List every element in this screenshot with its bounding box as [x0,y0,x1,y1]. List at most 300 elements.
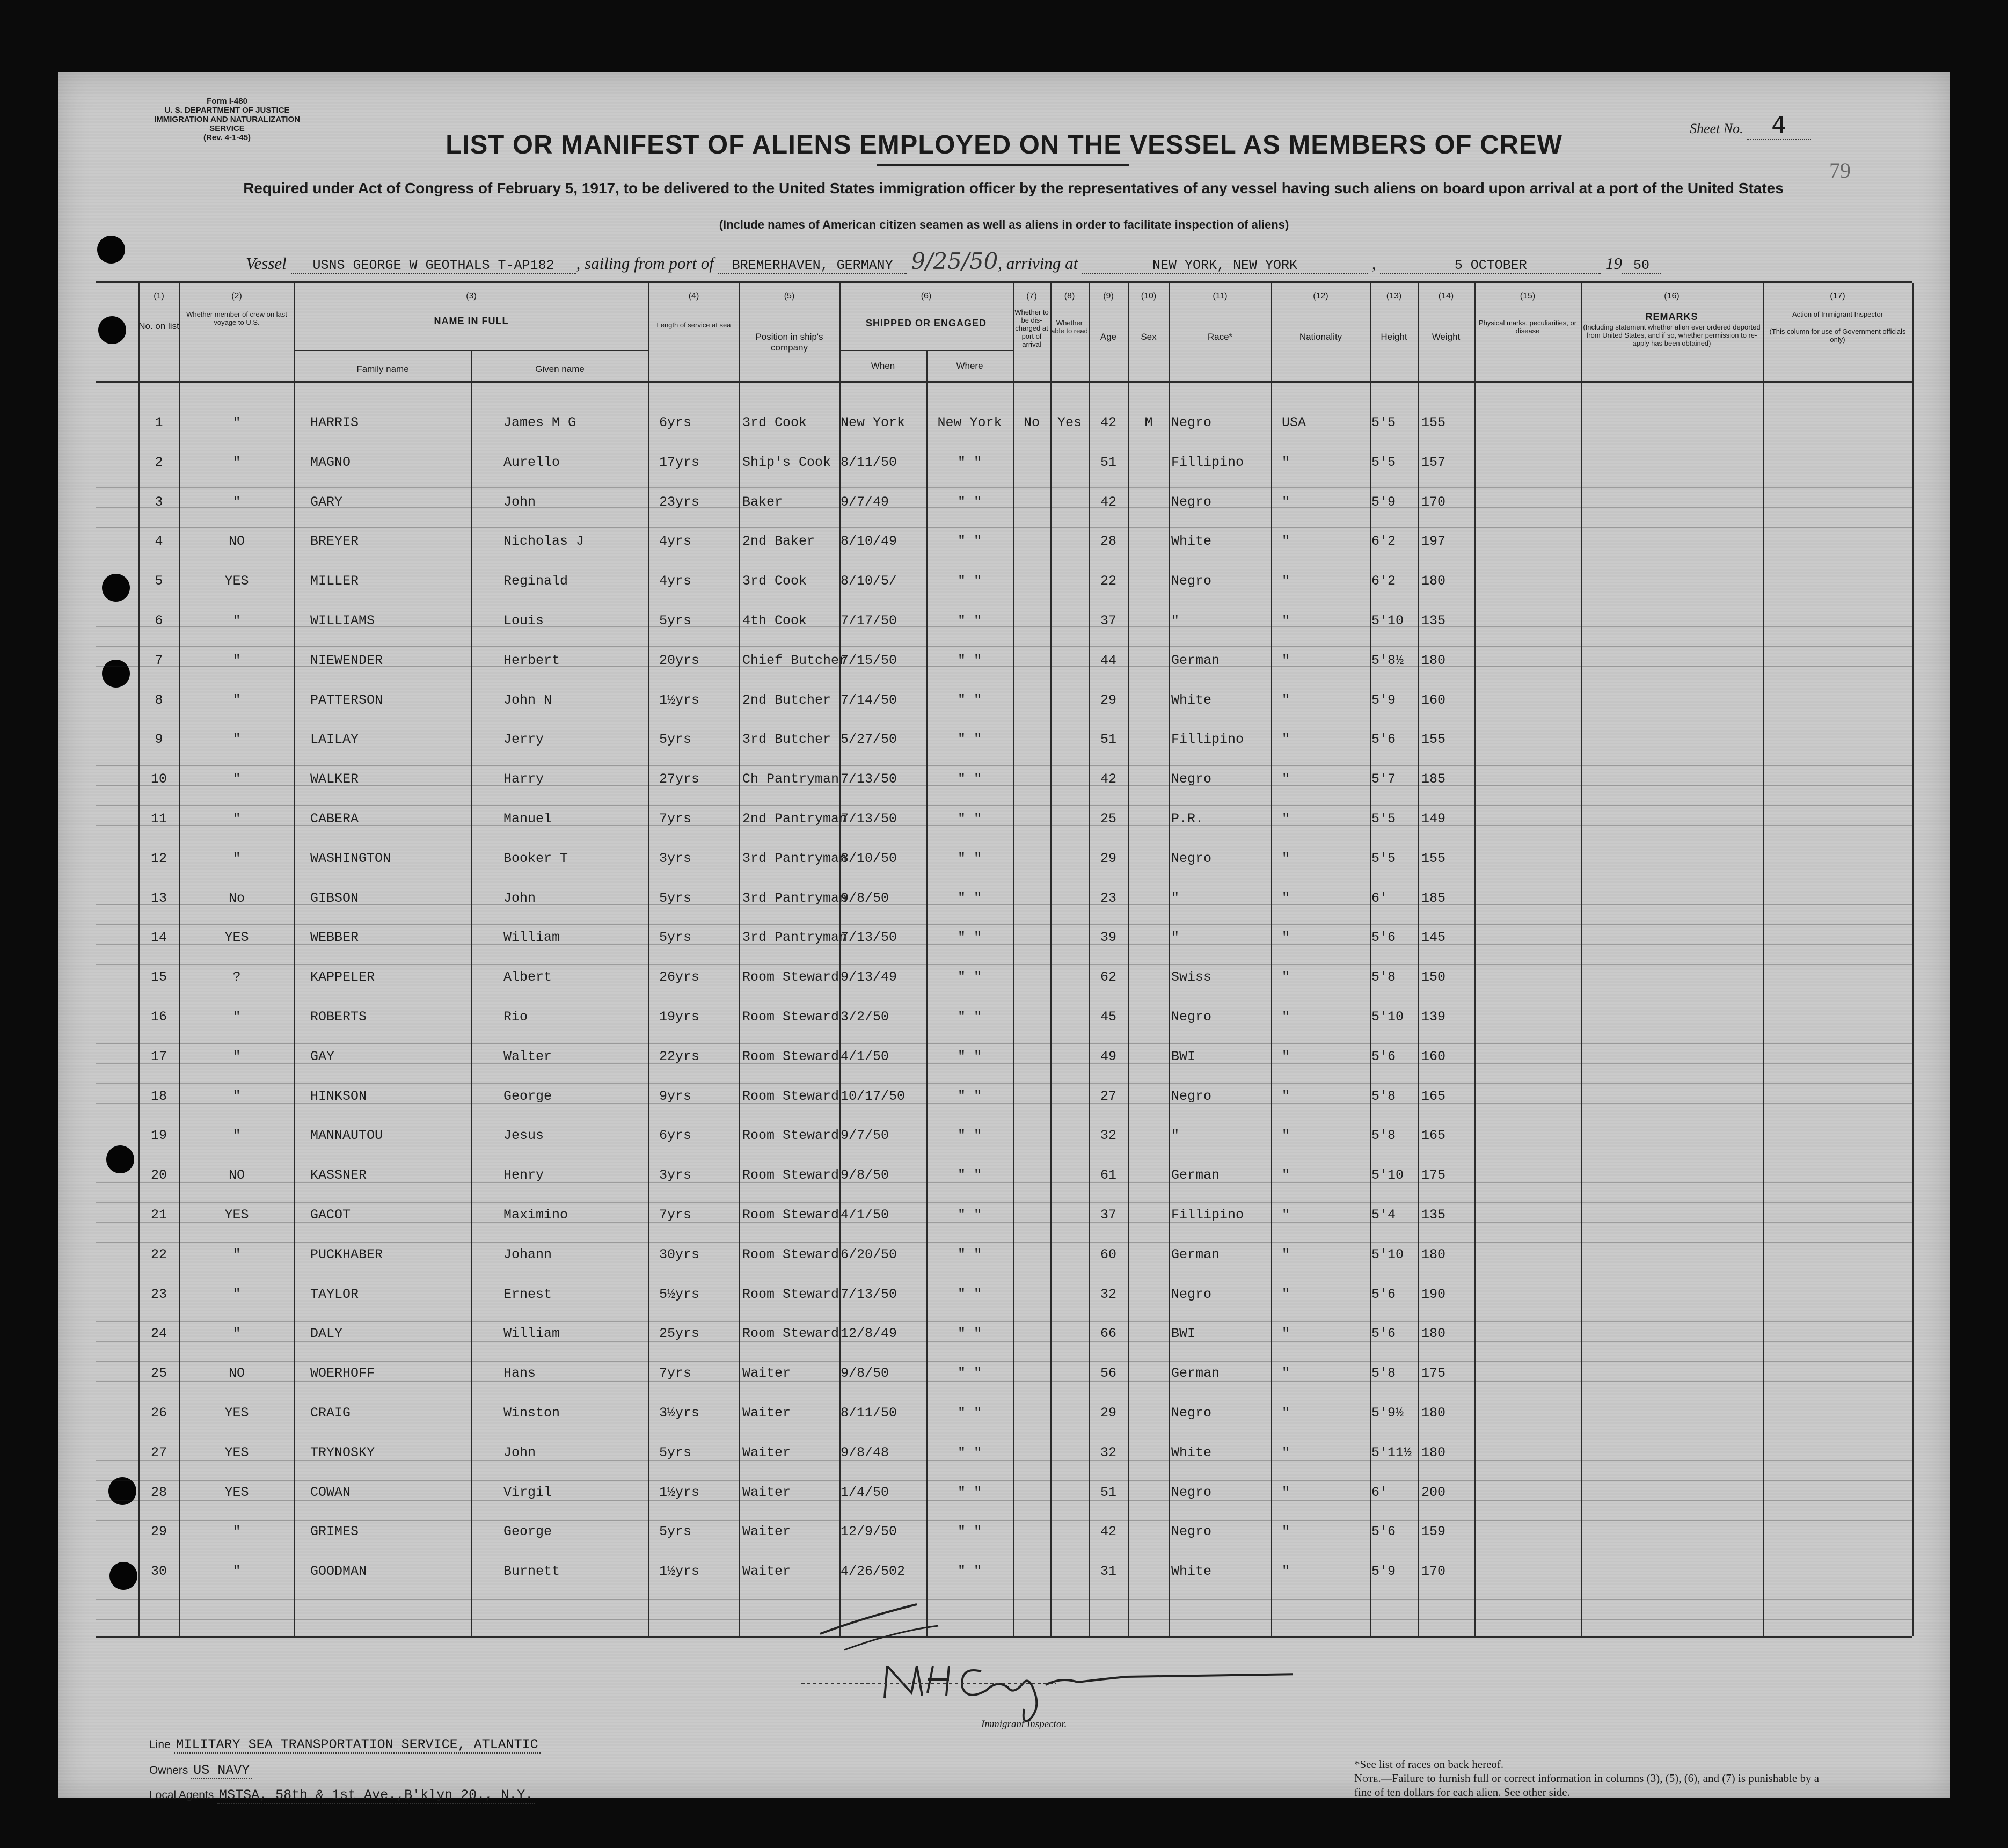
column-number: (6) [921,291,932,301]
handwritten-date: 9/25/50 [911,248,998,274]
able-to-read-cell [1050,571,1089,592]
column-divider [1418,283,1419,1636]
position-cell: Room Steward [742,1088,839,1104]
length-of-service-cell: 5yrs [659,1444,692,1460]
age-cell: 62 [1100,969,1116,985]
length-of-service-cell: 3yrs [659,850,692,866]
weight-cell: 135 [1421,1207,1446,1223]
nationality-cell: " [1282,1246,1290,1262]
previous-voyage-cell: " [232,1128,241,1144]
height-cell: 5'6 [1371,1524,1396,1540]
position-cell: Ship's Cook [742,454,831,470]
discharged-cell [1013,808,1050,830]
length-of-service-cell: 5yrs [659,1524,692,1540]
previous-voyage-cell: YES [224,1484,249,1500]
race-cell: " [1171,890,1180,906]
able-to-read-cell [1050,1561,1089,1582]
header-height: Height [1381,332,1407,342]
age-cell: 32 [1100,1128,1116,1144]
height-cell: 5'8 [1371,1128,1396,1144]
shipped-where-cell: " " [957,692,982,708]
previous-voyage-cell: " [232,1524,241,1540]
column-divider [1050,283,1052,1636]
given-name-cell: Albert [503,969,552,985]
departure-port: BREMERHAVEN, GERMANY [718,258,907,274]
arrival-date: 5 OCTOBER [1380,258,1601,274]
previous-voyage-cell: " [232,415,241,430]
nationality-cell: " [1282,1365,1290,1382]
row-number: 10 [150,771,167,787]
discharged-cell [1013,492,1050,513]
row-number: 23 [150,1286,167,1302]
age-cell: 29 [1100,850,1116,866]
family-name-cell: CABERA [310,811,359,827]
shipped-where-cell: " " [957,1484,982,1500]
discharged-cell [1013,1204,1050,1226]
weight-cell: 159 [1421,1524,1446,1540]
shipped-where-cell: " " [957,1326,982,1342]
race-cell: German [1171,1365,1220,1382]
age-cell: 42 [1100,415,1116,430]
race-cell: Fillipino [1171,732,1244,748]
agents-label: Local Agents [149,1789,214,1801]
nationality-cell: " [1282,573,1290,589]
footer-line [149,1737,541,1752]
nationality-cell: " [1282,534,1290,550]
crew-table [96,281,1912,1638]
height-cell: 5'6 [1371,732,1396,748]
sex-cell [1128,1086,1169,1107]
shipped-where-cell: " " [957,652,982,668]
length-of-service-cell: 5yrs [659,890,692,906]
nationality-cell: " [1282,1564,1290,1580]
header-family-name: Family name [356,364,409,374]
position-cell: 2nd Pantryman [742,811,848,827]
nationality-cell: " [1282,1405,1290,1421]
header-given-name: Given name [535,364,585,374]
family-name-cell: HINKSON [310,1088,367,1104]
discharged-cell [1013,1046,1050,1068]
sex-cell [1128,571,1169,592]
family-name-cell: KASSNER [310,1167,367,1184]
position-cell: Chief Butcher [742,652,848,668]
age-cell: 37 [1100,1207,1116,1223]
length-of-service-cell: 22yrs [659,1048,700,1064]
row-number: 8 [155,692,163,708]
discharged-cell [1013,1323,1050,1345]
family-name-cell: WOERHOFF [310,1365,375,1382]
position-cell: Room Steward [742,1286,839,1302]
family-name-cell: MAGNO [310,454,351,470]
height-cell: 5'5 [1371,811,1396,827]
previous-voyage-cell: " [232,771,241,787]
race-cell: BWI [1171,1326,1196,1342]
race-cell: Negro [1171,771,1212,787]
year-prefix: 19 [1605,254,1623,273]
nationality-cell: " [1282,1048,1290,1064]
age-cell: 29 [1100,1405,1116,1421]
family-name-cell: WASHINGTON [310,850,391,866]
height-cell: 5'9 [1371,692,1396,708]
position-cell: 2nd Butcher [742,692,831,708]
length-of-service-cell: 30yrs [659,1246,700,1262]
row-number: 27 [150,1444,167,1460]
sex-cell [1128,927,1169,948]
length-of-service-cell: 19yrs [659,1009,700,1025]
given-name-cell: Ernest [503,1286,552,1302]
sex-cell [1128,650,1169,671]
family-name-cell: PATTERSON [310,692,383,708]
length-of-service-cell: 4yrs [659,534,692,550]
family-name-cell: WALKER [310,771,359,787]
length-of-service-cell: 1½yrs [659,1564,700,1580]
discharged-cell [1013,690,1050,711]
able-to-read-cell [1050,1284,1089,1305]
column-divider [1581,283,1582,1636]
age-cell: 25 [1100,811,1116,827]
given-name-cell: Reginald [503,573,568,589]
nationality-cell: " [1282,1009,1290,1025]
column-divider [179,283,180,1636]
previous-voyage-cell: NO [228,534,245,550]
race-cell: German [1171,652,1220,668]
row-number: 3 [155,494,163,510]
header-when: When [871,361,895,371]
header-shipped-or-engaged: SHIPPED OR ENGAGED [865,318,987,328]
owners-value: US NAVY [191,1763,252,1779]
height-cell: 6'2 [1371,573,1396,589]
arrival-port: NEW YORK, NEW YORK [1082,258,1368,274]
shipped-when-cell: 8/11/50 [841,454,897,470]
header-no-on-list: No. on list [138,321,179,331]
age-cell: 31 [1100,1564,1116,1580]
shipped-where-cell: " " [957,1207,982,1223]
race-cell: BWI [1171,1048,1196,1064]
able-to-read-cell [1050,1204,1089,1226]
shipped-where-cell: " " [957,613,982,629]
shipped-where-cell: " " [957,1405,982,1421]
able-to-read-cell [1050,769,1089,790]
discharged-cell [1013,888,1050,909]
able-to-read-cell: Yes [1057,415,1082,430]
age-cell: 42 [1100,771,1116,787]
nationality-cell: " [1282,1326,1290,1342]
shipped-when-cell: 9/8/48 [841,1444,889,1460]
length-of-service-cell: 5½yrs [659,1286,700,1302]
position-cell: 3rd Pantryman [742,930,848,946]
given-name-cell: Herbert [503,652,560,668]
previous-voyage-cell: YES [224,1207,249,1223]
height-cell: 5'7 [1371,771,1396,787]
position-cell: 3rd Cook [742,415,807,430]
sex-cell [1128,1046,1169,1068]
position-cell: Room Steward [742,1009,839,1025]
able-to-read-cell [1050,452,1089,473]
column-number: (2) [231,291,242,301]
weight-cell: 180 [1421,1246,1446,1262]
sex-cell [1128,1204,1169,1226]
row-number: 1 [155,415,163,430]
title-underline [877,164,1129,166]
age-cell: 27 [1100,1088,1116,1104]
weight-cell: 160 [1421,1048,1446,1064]
given-name-cell: Henry [503,1167,544,1184]
given-name-cell: Harry [503,771,544,787]
weight-cell: 185 [1421,771,1446,787]
height-cell: 5'8 [1371,969,1396,985]
sex-cell [1128,808,1169,830]
given-name-cell: John [503,890,536,906]
length-of-service-cell: 6yrs [659,415,692,430]
ruled-line [96,1242,1912,1243]
note-text: —Failure to furnish full or correct information in columns (3), (5), (6), and (7) is punishable by a fine of ten dollars for each alien. See other side. [1354,1772,1820,1799]
previous-voyage-cell: " [232,1564,241,1580]
sex-cell [1128,1125,1169,1146]
shipped-when-cell: 9/13/49 [841,969,897,985]
race-cell: White [1171,1444,1212,1460]
shipped-when-cell: 7/13/50 [841,930,897,946]
row-number: 2 [155,454,163,470]
age-cell: 32 [1100,1286,1116,1302]
header-discharged: Whether to be dis- charged at port of arrival [1014,308,1049,348]
height-cell: 5'5 [1371,454,1396,470]
age-cell: 61 [1100,1167,1116,1184]
shipped-where-cell: " " [957,1286,982,1302]
age-cell: 23 [1100,890,1116,906]
discharged-cell [1013,927,1050,948]
ruled-line [96,1083,1912,1084]
header-able-to-read: Whether able to read [1051,319,1088,335]
row-number: 9 [155,732,163,748]
row-number: 15 [150,969,167,985]
given-name-cell: Maximino [503,1207,568,1223]
race-cell: " [1171,613,1180,629]
shipped-when-cell: 9/7/49 [841,494,889,510]
row-number: 6 [155,613,163,629]
able-to-read-cell [1050,1125,1089,1146]
race-cell: Negro [1171,415,1212,430]
given-name-cell: Manuel [503,811,552,827]
age-cell: 51 [1100,732,1116,748]
weight-cell: 170 [1421,1564,1446,1580]
discharged-cell [1013,650,1050,671]
position-cell: Waiter [742,1444,791,1460]
position-cell: Waiter [742,1365,791,1382]
weight-cell: 157 [1421,454,1446,470]
position-cell: Ch Pantryman [742,771,839,787]
age-cell: 45 [1100,1009,1116,1025]
shipped-when-cell: 8/10/50 [841,850,897,866]
shipped-when-cell: 3/2/50 [841,1009,889,1025]
height-cell: 6' [1371,890,1388,906]
weight-cell: 175 [1421,1167,1446,1184]
position-cell: Room Steward [742,1326,839,1342]
family-name-cell: PUCKHABER [310,1246,383,1262]
previous-voyage-cell: " [232,494,241,510]
race-cell: White [1171,534,1212,550]
discharged-cell [1013,1363,1050,1384]
length-of-service-cell: 7yrs [659,1207,692,1223]
shipped-where-cell: " " [957,1444,982,1460]
given-name-cell: Hans [503,1365,536,1382]
nationality-cell: " [1282,692,1290,708]
family-name-cell: ROBERTS [310,1009,367,1025]
header-age: Age [1100,332,1117,342]
given-name-cell: Jesus [503,1128,544,1144]
able-to-read-cell [1050,888,1089,909]
previous-voyage-cell: " [232,1088,241,1104]
sheet-number-value: 4 [1747,112,1811,140]
given-name-cell: John [503,1444,536,1460]
line-value: MILITARY SEA TRANSPORTATION SERVICE, ATLANTIC [174,1737,541,1754]
row-number: 16 [150,1009,167,1025]
nationality-cell: USA [1282,415,1306,430]
able-to-read-cell [1050,610,1089,632]
height-cell: 5'6 [1371,1326,1396,1342]
family-name-cell: BREYER [310,534,359,550]
shipped-when-cell: 4/26/502 [841,1564,906,1580]
previous-voyage-cell: YES [224,573,249,589]
race-cell: Negro [1171,850,1212,866]
family-name-cell: MILLER [310,573,359,589]
column-divider [839,283,841,1636]
header-race: Race* [1207,332,1233,342]
sex-cell [1128,531,1169,552]
shipped-where-cell: " " [957,534,982,550]
column-divider [1763,283,1764,1636]
weight-cell: 200 [1421,1484,1446,1500]
position-cell: Room Steward [742,1167,839,1184]
column-divider [1013,283,1014,1636]
able-to-read-cell [1050,967,1089,988]
nationality-cell: " [1282,1088,1290,1104]
column-divider [1912,283,1914,1636]
able-to-read-cell [1050,1403,1089,1424]
weight-cell: 155 [1421,850,1446,866]
nationality-cell: " [1282,494,1290,510]
shipped-where-cell: " " [957,930,982,946]
nationality-cell: " [1282,930,1290,946]
previous-voyage-cell: YES [224,930,249,946]
able-to-read-cell [1050,729,1089,750]
column-number: (9) [1103,291,1114,301]
able-to-read-cell [1050,1363,1089,1384]
length-of-service-cell: 6yrs [659,1128,692,1144]
header-action-note: (This column for use of Government officials only) [1769,327,1906,344]
ruled-line [96,1520,1912,1521]
discharged-cell [1013,729,1050,750]
header-remarks-note: (Including statement whether alien ever ordered deported from United States, and if so, whether permission to re-apply has been obtained) [1583,323,1761,347]
nationality-cell: " [1282,1444,1290,1460]
ruled-line [96,924,1912,925]
length-of-service-cell: 4yrs [659,573,692,589]
sex-cell [1128,888,1169,909]
form-title: LIST OR MANIFEST OF ALIENS EMPLOYED ON THE VESSEL AS MEMBERS OF CREW [446,130,1562,159]
column-divider [138,283,140,1636]
nationality-cell: " [1282,1207,1290,1223]
header-sex: Sex [1141,332,1157,342]
ruled-line [96,1043,1912,1044]
header-previous-voyage: Whether member of crew on last voyage to U.S. [186,310,287,326]
height-cell: 5'5 [1371,415,1396,430]
discharged-cell [1013,1561,1050,1582]
height-cell: 5'8½ [1371,652,1404,668]
sex-cell [1128,1561,1169,1582]
shipped-when-cell: 10/17/50 [841,1088,906,1104]
position-cell: Room Steward [742,1246,839,1262]
family-name-cell: LAILAY [310,732,359,748]
discharged-cell [1013,967,1050,988]
given-name-cell: Rio [503,1009,528,1025]
family-name-cell: MANNAUTOU [310,1128,383,1144]
column-divider [294,283,295,1636]
ruled-line [96,964,1912,965]
given-name-cell: John [503,494,536,510]
position-cell: Room Steward [742,1128,839,1144]
shipped-where-cell: " " [957,732,982,748]
shipped-when-cell: 1/4/50 [841,1484,889,1500]
shipped-where-cell: " " [957,1088,982,1104]
ruled-line [96,1480,1912,1481]
shipped-where-cell: " " [957,454,982,470]
family-name-cell: GOODMAN [310,1564,367,1580]
discharged-cell: No [1023,415,1040,430]
column-number: (3) [466,291,477,301]
sex-cell [1128,1323,1169,1345]
shipped-when-cell: 7/14/50 [841,692,897,708]
sub-column-divider [471,350,472,1636]
department-name: U. S. DEPARTMENT OF JUSTICE [164,106,290,115]
header-where: Where [956,361,983,371]
discharged-cell [1013,1086,1050,1107]
ruled-line [96,805,1912,806]
shipped-when-cell: 7/13/50 [841,811,897,827]
race-cell: Negro [1171,1286,1212,1302]
shipped-when-cell: 7/13/50 [841,771,897,787]
footer-agents [149,1787,535,1803]
able-to-read-cell [1050,1006,1089,1028]
column-divider [739,283,740,1636]
punch-hole [97,236,125,264]
sex-cell [1128,729,1169,750]
shipped-when-cell: 8/11/50 [841,1405,897,1421]
height-cell: 5'6 [1371,1048,1396,1064]
shipped-when-cell: 9/8/50 [841,1365,889,1382]
family-name-cell: GAY [310,1048,335,1064]
weight-cell: 170 [1421,494,1446,510]
weight-cell: 197 [1421,534,1446,550]
inspector-label: Immigrant Inspector. [981,1719,1067,1730]
year-suffix: 50 [1622,258,1661,274]
family-name-cell: GARY [310,494,343,510]
weight-cell: 165 [1421,1088,1446,1104]
row-number: 13 [150,890,167,906]
race-cell: Negro [1171,573,1212,589]
sex-cell [1128,1363,1169,1384]
row-number: 7 [155,652,163,668]
row-number: 5 [155,573,163,589]
column-number: (15) [1520,291,1536,301]
able-to-read-cell [1050,1046,1089,1068]
nationality-cell: " [1282,613,1290,629]
height-cell: 6' [1371,1484,1388,1500]
age-cell: 42 [1100,494,1116,510]
discharged-cell [1013,1244,1050,1266]
header-length-of-service: Length of service at sea [656,321,731,329]
race-cell: " [1171,930,1180,946]
arriving-label: , arriving at [998,254,1078,273]
row-number: 19 [150,1128,167,1144]
